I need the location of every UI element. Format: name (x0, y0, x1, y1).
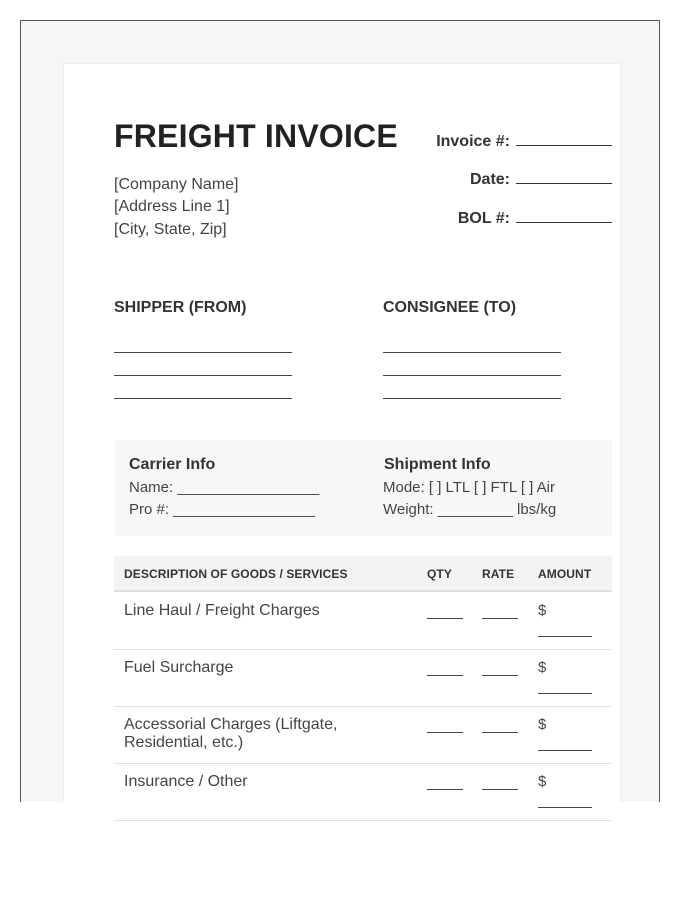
rate-column-header: RATE (482, 567, 515, 581)
consignee-title: CONSIGNEE (TO) (383, 299, 517, 316)
qty-column-header: QTY (427, 567, 452, 581)
date-field (470, 169, 612, 189)
document-title: FREIGHT INVOICE (114, 118, 398, 154)
charges-table-header (114, 556, 612, 592)
page-frame (20, 20, 660, 802)
carrier-pro-field: Pro #: _________________ (129, 501, 316, 518)
rate-blank (482, 618, 518, 619)
carrier-name-field: Name: _________________ (129, 479, 320, 496)
currency-symbol: $ (538, 716, 547, 733)
currency-symbol: $ (538, 659, 547, 676)
table-row (114, 763, 612, 821)
shipment-info-title: Shipment Info (384, 456, 491, 473)
description-column-header: DESCRIPTION OF GOODS / SERVICES (124, 567, 348, 581)
row-description: Accessorial Charges (Liftgate, Residential, etc.) (124, 716, 338, 751)
consignee-line-1 (383, 352, 561, 353)
amount-blank (538, 693, 592, 694)
shipper-line-1 (114, 352, 292, 353)
date-label: Date: (469, 171, 510, 188)
table-row (114, 592, 612, 650)
currency-symbol: $ (538, 602, 547, 619)
shipment-weight-field: Weight: _________ lbs/kg (383, 501, 557, 518)
qty-blank (427, 732, 463, 733)
consignee-line-2 (383, 375, 561, 376)
date-blank (516, 169, 612, 184)
consignee-line-3 (383, 398, 561, 399)
carrier-shipment-info-box (114, 440, 612, 536)
address-line: [Address Line 1] (114, 198, 230, 215)
city-state-zip-line: [City, State, Zip] (114, 221, 227, 238)
bol-number-field (458, 208, 612, 228)
qty-blank (427, 675, 463, 676)
bol-number-label: BOL #: (457, 210, 510, 227)
currency-symbol: $ (538, 773, 547, 790)
amount-column-header: AMOUNT (538, 567, 592, 581)
rate-blank (482, 732, 518, 733)
shipper-title: SHIPPER (FROM) (114, 299, 247, 316)
rate-blank (482, 789, 518, 790)
amount-blank (538, 807, 592, 808)
amount-blank (538, 750, 592, 751)
row-description: Fuel Surcharge (124, 659, 234, 676)
row-description: Insurance / Other (124, 773, 248, 790)
invoice-document (63, 63, 621, 803)
table-row (114, 706, 612, 764)
carrier-info-title: Carrier Info (129, 456, 216, 473)
amount-blank (538, 636, 592, 637)
qty-blank (427, 789, 463, 790)
invoice-number-blank (516, 131, 612, 146)
invoice-number-field (436, 131, 612, 151)
table-row (114, 649, 612, 707)
shipment-mode-field: Mode: [ ] LTL [ ] FTL [ ] Air (383, 479, 555, 496)
rate-blank (482, 675, 518, 676)
company-name-line: [Company Name] (114, 176, 239, 193)
row-description: Line Haul / Freight Charges (124, 602, 320, 619)
invoice-number-label: Invoice #: (436, 133, 510, 150)
bol-number-blank (516, 208, 612, 223)
shipper-line-2 (114, 375, 292, 376)
qty-blank (427, 618, 463, 619)
shipper-line-3 (114, 398, 292, 399)
